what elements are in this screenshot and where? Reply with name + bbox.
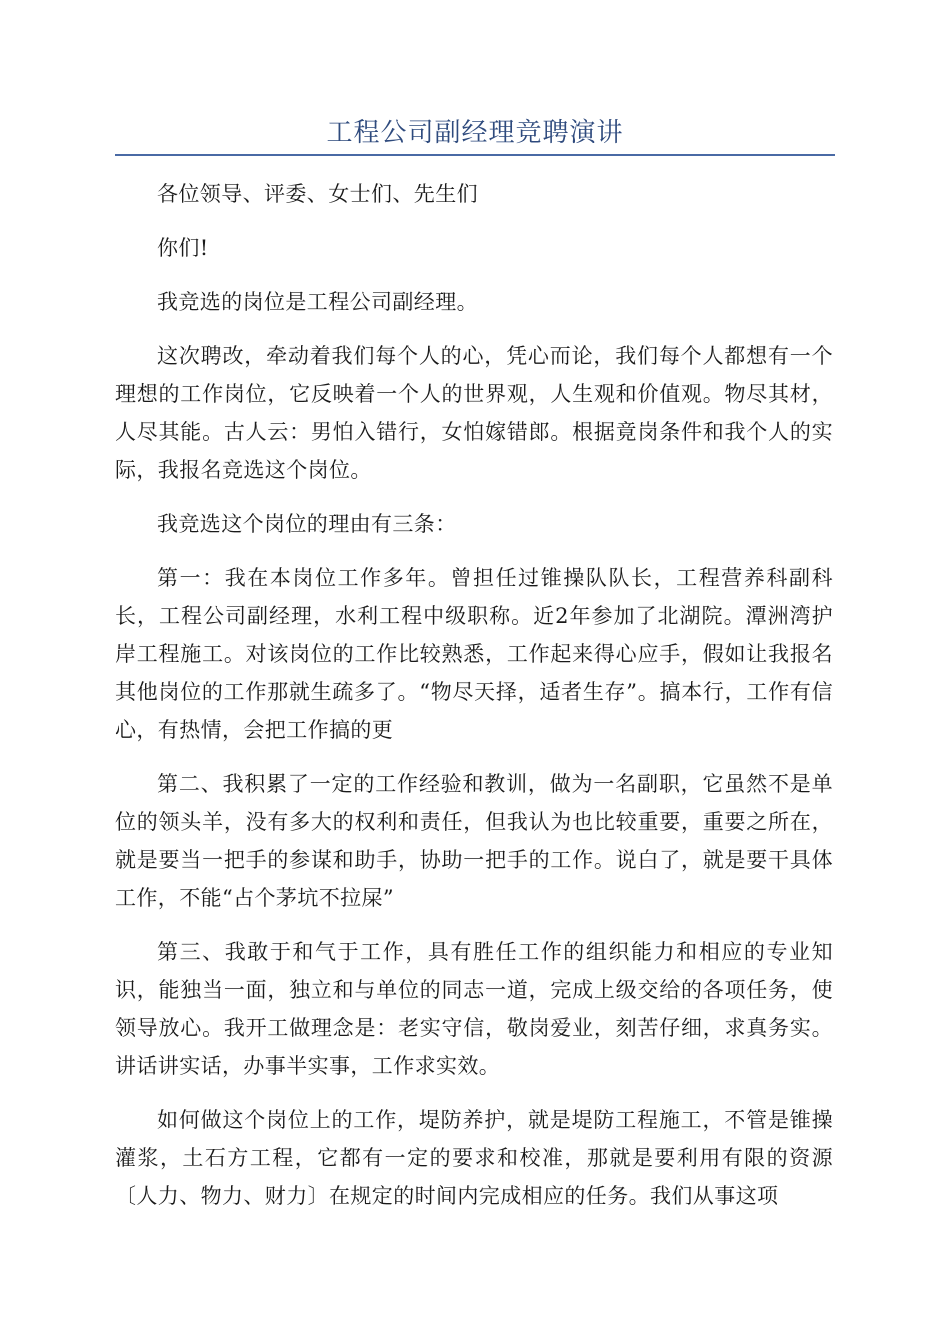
paragraph-position: 我竞选的岗位是工程公司副经理。 [157, 290, 478, 314]
paragraph-greeting: 你们! [157, 236, 209, 260]
paragraph-reasons-heading: 我竞选这个岗位的理由有三条： [157, 512, 457, 536]
paragraph-reason-two: 第二、我积累了一定的工作经验和教训，做为一名副职，它虽然不是单位的领头羊，没有多大的权利和责任，但我认为也比较重要，重要之所在，就是要当一把手的参谋和助手，协助一把手的工作。说白了，就是要干具体工作，不能“占个茅坑不拉屎” [115, 772, 833, 910]
paragraph-intro: 这次聘改，牵动着我们每个人的心，凭心而论，我们每个人都想有一个理想的工作岗位，它反映着一个人的世界观，人生观和价值观。物尽其材，人尽其能。古人云：男怕入错行，女怕嫁错郎。根据竟岗条件和我个人的实际，我报名竞选这个岗位。 [115, 344, 833, 482]
paragraph-reason-three: 第三、我敢于和气于工作，具有胜任工作的组织能力和相应的专业知识，能独当一面，独立和与单位的同志一道，完成上级交给的各项任务，使领导放心。我开工做理念是：老实守信，敬岗爱业，刻苦仔细，求真务实。讲话讲实话，办事半实事，工作求实效。 [115, 940, 833, 1078]
title-underline [115, 154, 835, 156]
paragraph-reason-one: 第一：我在本岗位工作多年。曾担任过锥操队队长，工程营养科副科长，工程公司副经理，水利工程中级职称。近2年参加了北湖院。潭洲湾护岸工程施工。对该岗位的工作比较熟悉，工作起来得心应手，假如让我报名其他岗位的工作那就生疏多了。“物尽天择，适者生存”。搞本行，工作有信心，有热情，会把工作搞的更 [115, 566, 833, 742]
paragraph-work-plan: 如何做这个岗位上的工作，堤防养护，就是堤防工程施工，不管是锥操灌浆，土石方工程，它都有一定的要求和校准，那就是要利用有限的资源〔人力、物力、财力〕在规定的时间内完成相应的任务。我们从事这项 [115, 1108, 833, 1208]
document-body [115, 175, 833, 1231]
paragraph-salutation: 各位领导、评委、女士们、先生们 [157, 182, 478, 206]
document-title: 工程公司副经理竞聘演讲 [326, 118, 624, 148]
